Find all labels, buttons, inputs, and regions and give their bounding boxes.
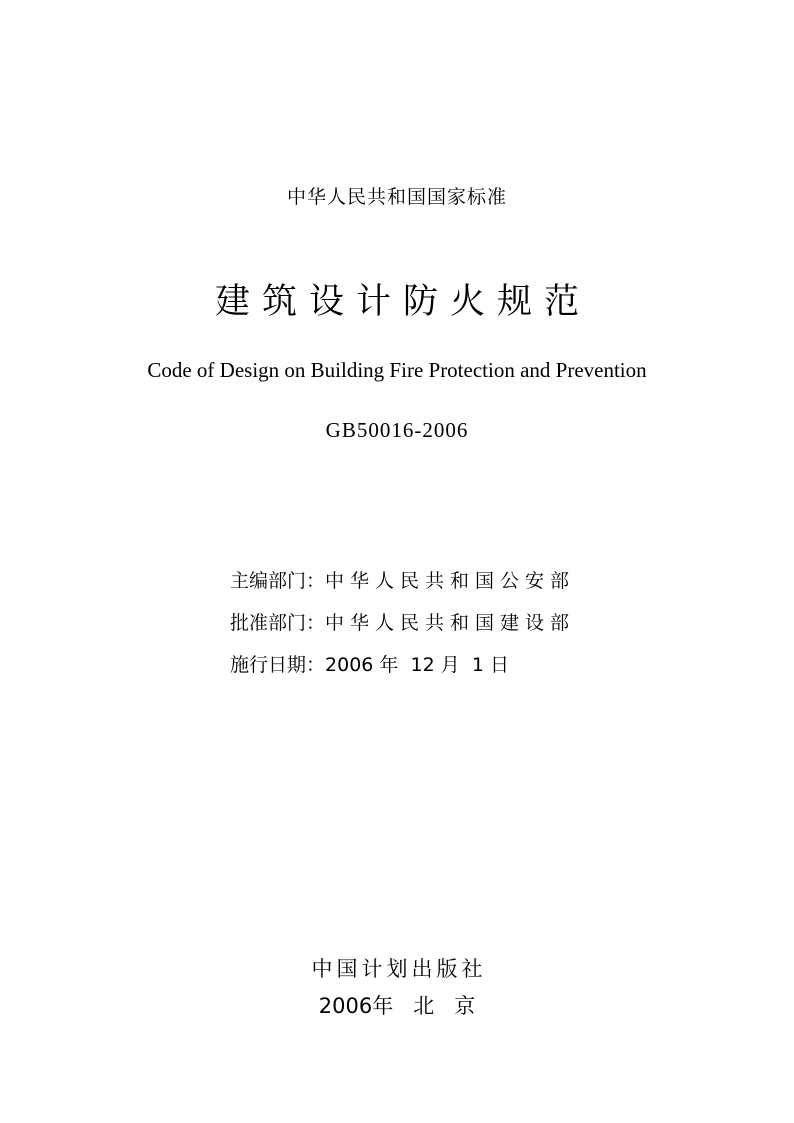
standard-number: GB50016-2006 <box>325 418 469 442</box>
effective-date-line <box>230 650 509 677</box>
main-title: 建筑设计防火规范 <box>214 282 591 322</box>
publication-city-1: 北 <box>413 994 435 1018</box>
national-standard-heading: 中华人民共和国国家标准 <box>286 186 507 208</box>
publication-year: 2006 <box>318 994 373 1018</box>
editor-department-line <box>230 566 575 593</box>
publisher-name: 中国计划出版社 <box>311 957 487 981</box>
effective-month: 12 <box>410 654 435 676</box>
editor-value: 中华人民共和国公安部 <box>325 570 576 592</box>
day-char: 日 <box>490 654 510 676</box>
effective-day: 1 <box>471 654 484 676</box>
publication-year-char: 年 <box>372 994 394 1018</box>
effective-label: 施行日期： <box>230 654 326 676</box>
approver-value: 中华人民共和国建设部 <box>325 612 576 634</box>
editor-label: 主编部门： <box>230 570 326 592</box>
approver-department-line <box>230 608 575 635</box>
year-char: 年 <box>379 654 399 676</box>
month-char: 月 <box>440 654 460 676</box>
publication-line <box>0 990 794 1020</box>
effective-year: 2006 <box>325 654 374 676</box>
publication-city-2: 京 <box>454 994 476 1018</box>
approver-label: 批准部门： <box>230 612 326 634</box>
english-title: Code of Design on Building Fire Protection and Prevention <box>147 358 647 382</box>
